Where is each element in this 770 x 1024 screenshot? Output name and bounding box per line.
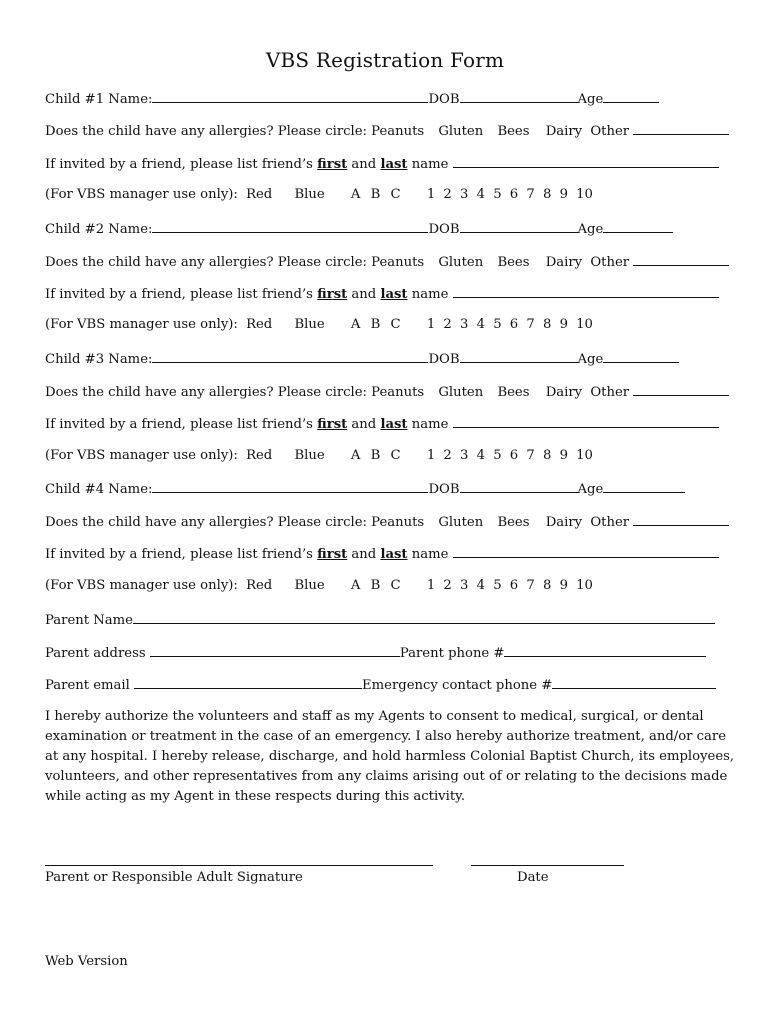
number-6[interactable]: 6 [509, 317, 519, 332]
allergy-other[interactable]: Other [590, 124, 630, 139]
number-1[interactable]: 1 [426, 578, 436, 593]
friend-last-label: last [380, 547, 408, 562]
child-name-label: Child #2 Name: [45, 222, 153, 237]
allergies-question: Does the child have any allergies? Please circle: Peanuts [45, 385, 425, 400]
child-1-friend-row [45, 154, 719, 172]
child-name-label: Child #3 Name: [45, 352, 153, 367]
friend-and-label: and [351, 287, 377, 302]
friend-name-label: name [411, 547, 449, 562]
letter-c[interactable]: C [390, 317, 401, 332]
child-3-allergies-row [45, 382, 729, 400]
number-7[interactable]: 7 [526, 187, 535, 202]
child-1-manager-row [45, 186, 593, 204]
friend-first-label: first [317, 287, 348, 302]
allergy-dairy[interactable]: Dairy [545, 515, 583, 530]
allergy-gluten[interactable]: Gluten [438, 124, 484, 139]
number-9[interactable]: 9 [559, 448, 568, 463]
child-3-manager-row [45, 447, 593, 465]
child-1-name-row [45, 89, 659, 107]
friend-name-label: name [411, 157, 449, 172]
age-label: Age [577, 222, 604, 237]
number-5[interactable]: 5 [493, 317, 502, 332]
number-6[interactable]: 6 [509, 578, 519, 593]
allergy-gluten[interactable]: Gluten [438, 515, 484, 530]
child-4-name-row [45, 479, 685, 497]
allergies-question: Does the child have any allergies? Please circle: Peanuts [45, 515, 425, 530]
color-blue[interactable]: Blue [294, 578, 325, 593]
child-2-allergy-other-field[interactable] [633, 252, 729, 266]
child-1-dob-field[interactable] [460, 89, 578, 103]
child-2-manager-row [45, 316, 593, 334]
date-label: Date [517, 870, 549, 885]
number-2[interactable]: 2 [443, 578, 452, 593]
child-name-label: Child #4 Name: [45, 482, 153, 497]
age-label: Age [577, 92, 604, 107]
letter-c[interactable]: C [390, 578, 401, 593]
allergy-gluten[interactable]: Gluten [438, 385, 484, 400]
parent-address-label: Parent address [45, 646, 146, 661]
child-3-name-row [45, 349, 679, 367]
parent-phone-field[interactable] [504, 643, 706, 657]
color-red[interactable]: Red [246, 578, 273, 593]
child-name-label: Child #1 Name: [45, 92, 153, 107]
allergy-bees[interactable]: Bees [497, 124, 530, 139]
allergy-other[interactable]: Other [590, 515, 630, 530]
parent-phone-label: Parent phone # [399, 646, 505, 661]
allergies-question: Does the child have any allergies? Please circle: Peanuts [45, 255, 425, 270]
number-8[interactable]: 8 [542, 187, 552, 202]
child-1-age-field[interactable] [603, 89, 659, 103]
allergy-other[interactable]: Other [590, 385, 630, 400]
letter-b[interactable]: B [370, 187, 381, 202]
parent-name-label: Parent Name [45, 613, 133, 628]
number-4[interactable]: 4 [476, 448, 485, 463]
form-title: VBS Registration Form [265, 48, 505, 72]
signature-label: Parent or Responsible Adult Signature [45, 870, 303, 885]
color-blue[interactable]: Blue [294, 317, 325, 332]
child-4-friend-row [45, 544, 719, 562]
allergy-bees[interactable]: Bees [497, 255, 530, 270]
friend-prompt: If invited by a friend, please list friend’s [45, 547, 313, 562]
child-3-age-field[interactable] [603, 349, 679, 363]
letter-a[interactable]: A [350, 187, 361, 202]
friend-first-label: first [317, 417, 348, 432]
number-10[interactable]: 10 [576, 187, 593, 202]
parent-name-row [45, 610, 715, 628]
child-1-name-field[interactable] [152, 89, 428, 103]
letter-b[interactable]: B [370, 578, 381, 593]
number-1[interactable]: 1 [426, 448, 436, 463]
child-4-manager-row [45, 577, 593, 595]
number-10[interactable]: 10 [576, 578, 593, 593]
number-10[interactable]: 10 [576, 317, 593, 332]
number-6[interactable]: 6 [509, 187, 519, 202]
age-label: Age [577, 482, 604, 497]
signature-field[interactable] [45, 864, 433, 866]
allergy-dairy[interactable]: Dairy [545, 385, 583, 400]
number-8[interactable]: 8 [542, 317, 552, 332]
allergy-gluten[interactable]: Gluten [438, 255, 484, 270]
child-2-name-field[interactable] [152, 219, 428, 233]
allergies-question: Does the child have any allergies? Please circle: Peanuts [45, 124, 425, 139]
number-9[interactable]: 9 [559, 317, 568, 332]
number-1[interactable]: 1 [426, 317, 436, 332]
color-blue[interactable]: Blue [294, 448, 325, 463]
color-red[interactable]: Red [246, 187, 273, 202]
parent-address-field[interactable] [150, 643, 400, 657]
child-1-friend-field[interactable] [453, 154, 719, 168]
child-4-friend-field[interactable] [453, 544, 719, 558]
manager-label: (For VBS manager use only): [45, 448, 238, 463]
child-2-age-field[interactable] [603, 219, 673, 233]
letter-a[interactable]: A [350, 448, 361, 463]
allergy-dairy[interactable]: Dairy [545, 124, 583, 139]
parent-address-row [45, 643, 706, 661]
parent-email-field[interactable] [134, 675, 362, 689]
parent-name-field[interactable] [133, 610, 715, 624]
child-1-allergies-row [45, 121, 729, 139]
friend-last-label: last [380, 157, 408, 172]
child-2-dob-field[interactable] [460, 219, 578, 233]
child-4-name-field[interactable] [152, 479, 428, 493]
footer-version: Web Version [45, 954, 128, 969]
number-8[interactable]: 8 [542, 578, 552, 593]
dob-label: DOB [428, 352, 460, 367]
number-4[interactable]: 4 [476, 578, 485, 593]
number-4[interactable]: 4 [476, 187, 485, 202]
number-2[interactable]: 2 [443, 187, 452, 202]
allergy-dairy[interactable]: Dairy [545, 255, 583, 270]
color-red[interactable]: Red [246, 448, 273, 463]
dob-label: DOB [428, 92, 460, 107]
child-2-name-row [45, 219, 673, 237]
number-4[interactable]: 4 [476, 317, 485, 332]
child-3-friend-row [45, 414, 719, 432]
number-5[interactable]: 5 [493, 448, 502, 463]
friend-and-label: and [351, 157, 377, 172]
letter-b[interactable]: B [370, 317, 381, 332]
parent-email-label: Parent email [45, 678, 130, 693]
child-1-allergy-other-field[interactable] [633, 121, 729, 135]
number-3[interactable]: 3 [460, 317, 469, 332]
dob-label: DOB [428, 482, 460, 497]
number-6[interactable]: 6 [509, 448, 519, 463]
number-7[interactable]: 7 [526, 317, 535, 332]
date-field[interactable] [471, 864, 624, 866]
color-red[interactable]: Red [246, 317, 273, 332]
allergy-other[interactable]: Other [590, 255, 630, 270]
friend-prompt: If invited by a friend, please list friend’s [45, 287, 313, 302]
letter-c[interactable]: C [390, 187, 401, 202]
allergy-bees[interactable]: Bees [497, 385, 530, 400]
number-7[interactable]: 7 [526, 448, 535, 463]
number-3[interactable]: 3 [460, 578, 469, 593]
friend-last-label: last [380, 417, 408, 432]
number-5[interactable]: 5 [493, 187, 502, 202]
child-4-age-field[interactable] [603, 479, 685, 493]
number-3[interactable]: 3 [460, 448, 469, 463]
letter-a[interactable]: A [350, 317, 361, 332]
number-3[interactable]: 3 [460, 187, 469, 202]
friend-and-label: and [351, 417, 377, 432]
child-3-dob-field[interactable] [460, 349, 578, 363]
authorization-text: I hereby authorize the volunteers and staff as my Agents to consent to medical, surgical, or dental examination or treatment in the case of an emergency. I also hereby authorize treatment, and/or care at any hospital. I hereby release, discharge, and hold harmless Colonial Baptist Church, its employees, volunteers, and other representatives from any claims arising out of or relating to the decisions made while acting as my Agent in these respects during this activity. [45, 709, 735, 804]
friend-first-label: first [317, 547, 348, 562]
number-2[interactable]: 2 [443, 448, 452, 463]
color-blue[interactable]: Blue [294, 187, 325, 202]
child-4-allergies-row [45, 512, 729, 530]
emergency-phone-label: Emergency contact phone # [362, 678, 553, 693]
allergy-bees[interactable]: Bees [497, 515, 530, 530]
friend-and-label: and [351, 547, 377, 562]
child-3-friend-field[interactable] [453, 414, 719, 428]
number-9[interactable]: 9 [559, 187, 568, 202]
number-5[interactable]: 5 [493, 578, 502, 593]
friend-prompt: If invited by a friend, please list friend’s [45, 417, 313, 432]
number-10[interactable]: 10 [576, 448, 593, 463]
child-2-friend-field[interactable] [453, 284, 719, 298]
child-4-allergy-other-field[interactable] [633, 512, 729, 526]
friend-name-label: name [411, 417, 449, 432]
letter-a[interactable]: A [350, 578, 361, 593]
letter-c[interactable]: C [390, 448, 401, 463]
emergency-phone-field[interactable] [552, 675, 716, 689]
number-2[interactable]: 2 [443, 317, 452, 332]
age-label: Age [577, 352, 604, 367]
child-2-friend-row [45, 284, 719, 302]
manager-label: (For VBS manager use only): [45, 317, 238, 332]
manager-label: (For VBS manager use only): [45, 578, 238, 593]
number-8[interactable]: 8 [542, 448, 552, 463]
number-1[interactable]: 1 [426, 187, 436, 202]
friend-last-label: last [380, 287, 408, 302]
friend-first-label: first [317, 157, 348, 172]
child-3-name-field[interactable] [152, 349, 428, 363]
manager-label: (For VBS manager use only): [45, 187, 238, 202]
friend-prompt: If invited by a friend, please list friend’s [45, 157, 313, 172]
child-4-dob-field[interactable] [460, 479, 578, 493]
number-9[interactable]: 9 [559, 578, 568, 593]
letter-b[interactable]: B [370, 448, 381, 463]
parent-email-row [45, 675, 716, 693]
friend-name-label: name [411, 287, 449, 302]
child-3-allergy-other-field[interactable] [633, 382, 729, 396]
dob-label: DOB [428, 222, 460, 237]
number-7[interactable]: 7 [526, 578, 535, 593]
child-2-allergies-row [45, 252, 729, 270]
